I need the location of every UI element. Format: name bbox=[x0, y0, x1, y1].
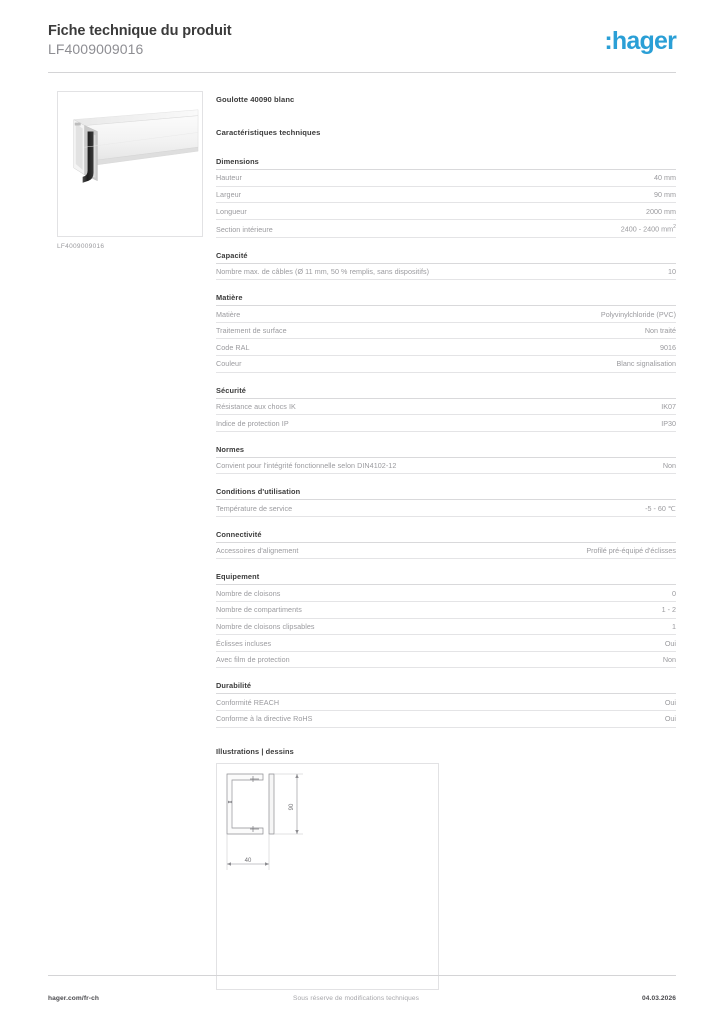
spec-group-title: Conditions d'utilisation bbox=[216, 487, 676, 500]
row-label: Éclisses incluses bbox=[216, 638, 272, 648]
table-row bbox=[216, 711, 676, 728]
table-row bbox=[216, 619, 676, 636]
product-name: Goulotte 40090 blanc bbox=[216, 95, 295, 104]
table-row bbox=[216, 356, 676, 373]
row-label: Nombre de cloisons clipsables bbox=[216, 622, 315, 632]
page-footer bbox=[48, 995, 676, 1007]
table-row bbox=[216, 264, 676, 281]
table-row bbox=[216, 170, 676, 187]
spec-group-title: Dimensions bbox=[216, 157, 676, 170]
spec-group-equipement bbox=[216, 572, 676, 668]
row-value: IP30 bbox=[661, 418, 676, 428]
row-value: Blanc signalisation bbox=[616, 359, 676, 369]
table-row bbox=[216, 323, 676, 340]
product-photo bbox=[57, 91, 203, 237]
row-value: Non traité bbox=[644, 326, 676, 336]
row-label: Matière bbox=[216, 309, 241, 319]
row-label: Largeur bbox=[216, 189, 242, 199]
table-row bbox=[216, 585, 676, 602]
row-value: 90 mm bbox=[654, 189, 676, 199]
row-value: 0 bbox=[672, 588, 676, 598]
spec-group-capacite bbox=[216, 251, 676, 281]
page-header bbox=[48, 22, 676, 70]
row-label: Code RAL bbox=[216, 342, 250, 352]
table-row bbox=[216, 694, 676, 711]
row-value: 9016 bbox=[660, 342, 676, 352]
spec-group-title: Normes bbox=[216, 445, 676, 458]
row-label: Température de service bbox=[216, 503, 293, 513]
row-label: Indice de protection IP bbox=[216, 418, 289, 428]
product-photo-illustration bbox=[58, 92, 202, 236]
header-divider bbox=[48, 72, 676, 73]
spec-group-conditions-utilisation bbox=[216, 487, 676, 517]
row-label: Accessoires d'alignement bbox=[216, 546, 299, 556]
spec-group-title: Capacité bbox=[216, 251, 676, 264]
row-value: Polyvinylchloride (PVC) bbox=[600, 309, 676, 319]
row-label: Avec film de protection bbox=[216, 655, 290, 665]
table-row bbox=[216, 635, 676, 652]
footer-website[interactable]: hager.com/fr-ch bbox=[48, 995, 99, 1002]
spec-group-securite bbox=[216, 386, 676, 432]
row-label: Convient pour l'intégrité fonctionnelle selon DIN4102-12 bbox=[216, 461, 397, 471]
row-label: Nombre de compartiments bbox=[216, 605, 302, 615]
spec-group-title: Connectivité bbox=[216, 530, 676, 543]
row-label: Nombre de cloisons bbox=[216, 588, 281, 598]
spec-group-title: Durabilité bbox=[216, 681, 676, 694]
row-value: Non bbox=[662, 655, 676, 665]
table-row bbox=[216, 339, 676, 356]
product-photo-caption: LF4009009016 bbox=[57, 243, 105, 250]
illustrations-title: Illustrations | dessins bbox=[216, 746, 294, 756]
row-label: Couleur bbox=[216, 359, 242, 369]
row-label: Longueur bbox=[216, 206, 247, 216]
table-row bbox=[216, 543, 676, 560]
row-value: Profilé pré-équipé d'éclisses bbox=[586, 546, 676, 556]
row-value: IK07 bbox=[661, 401, 676, 411]
footer-disclaimer: Sous réserve de modifications techniques bbox=[293, 995, 420, 1002]
row-value: 1 bbox=[672, 622, 676, 632]
row-label: Hauteur bbox=[216, 173, 242, 183]
row-value: 2000 mm bbox=[646, 206, 676, 216]
page-title: Fiche technique du produit bbox=[48, 23, 232, 39]
row-label: Conformité REACH bbox=[216, 697, 280, 707]
spec-group-title: Equipement bbox=[216, 572, 676, 585]
spec-group-matiere bbox=[216, 293, 676, 372]
row-value: -5 - 60 ℃ bbox=[645, 503, 676, 513]
spec-group-title: Sécurité bbox=[216, 386, 676, 399]
spec-group-title: Matière bbox=[216, 293, 676, 306]
row-label: Résistance aux chocs IK bbox=[216, 401, 296, 411]
row-label: Traitement de surface bbox=[216, 326, 287, 336]
table-row bbox=[216, 306, 676, 323]
row-value: Oui bbox=[664, 638, 676, 648]
row-value: Oui bbox=[664, 697, 676, 707]
table-row bbox=[216, 187, 676, 204]
footer-divider bbox=[48, 975, 676, 976]
table-row bbox=[216, 458, 676, 475]
row-value: 40 mm bbox=[654, 173, 676, 183]
spec-group-connectivite bbox=[216, 530, 676, 560]
row-value: 10 bbox=[668, 267, 676, 277]
table-row bbox=[216, 399, 676, 416]
row-value: Non bbox=[662, 461, 676, 471]
table-row bbox=[216, 652, 676, 669]
specifications-heading: Caractéristiques techniques bbox=[216, 128, 321, 137]
hager-logo: :hager bbox=[604, 27, 676, 55]
row-label: Conforme à la directive RoHS bbox=[216, 714, 313, 724]
spec-group-dimensions bbox=[216, 157, 676, 238]
illustrations-box bbox=[216, 763, 439, 990]
drawing-width-label: 40 bbox=[244, 857, 252, 864]
table-row bbox=[216, 203, 676, 220]
row-label: Section intérieure bbox=[216, 224, 273, 234]
footer-date: 04.03.2026 bbox=[641, 995, 676, 1002]
table-row bbox=[216, 602, 676, 619]
specifications-panel bbox=[216, 95, 676, 990]
row-value: 1 - 2 bbox=[661, 605, 676, 615]
technical-drawing bbox=[219, 766, 438, 886]
row-label: Nombre max. de câbles (Ø 11 mm, 50 % remplis, sans dispositifs) bbox=[216, 267, 430, 277]
table-row bbox=[216, 415, 676, 432]
spec-group-normes bbox=[216, 445, 676, 475]
row-value: Oui bbox=[664, 714, 676, 724]
spec-group-durabilite bbox=[216, 681, 676, 727]
product-reference: LF4009009016 bbox=[48, 41, 144, 57]
row-value: 2400 - 2400 $mm^2$ bbox=[620, 224, 676, 234]
table-row bbox=[216, 220, 676, 238]
drawing-height-label: 90 bbox=[289, 803, 295, 810]
table-row bbox=[216, 500, 676, 517]
